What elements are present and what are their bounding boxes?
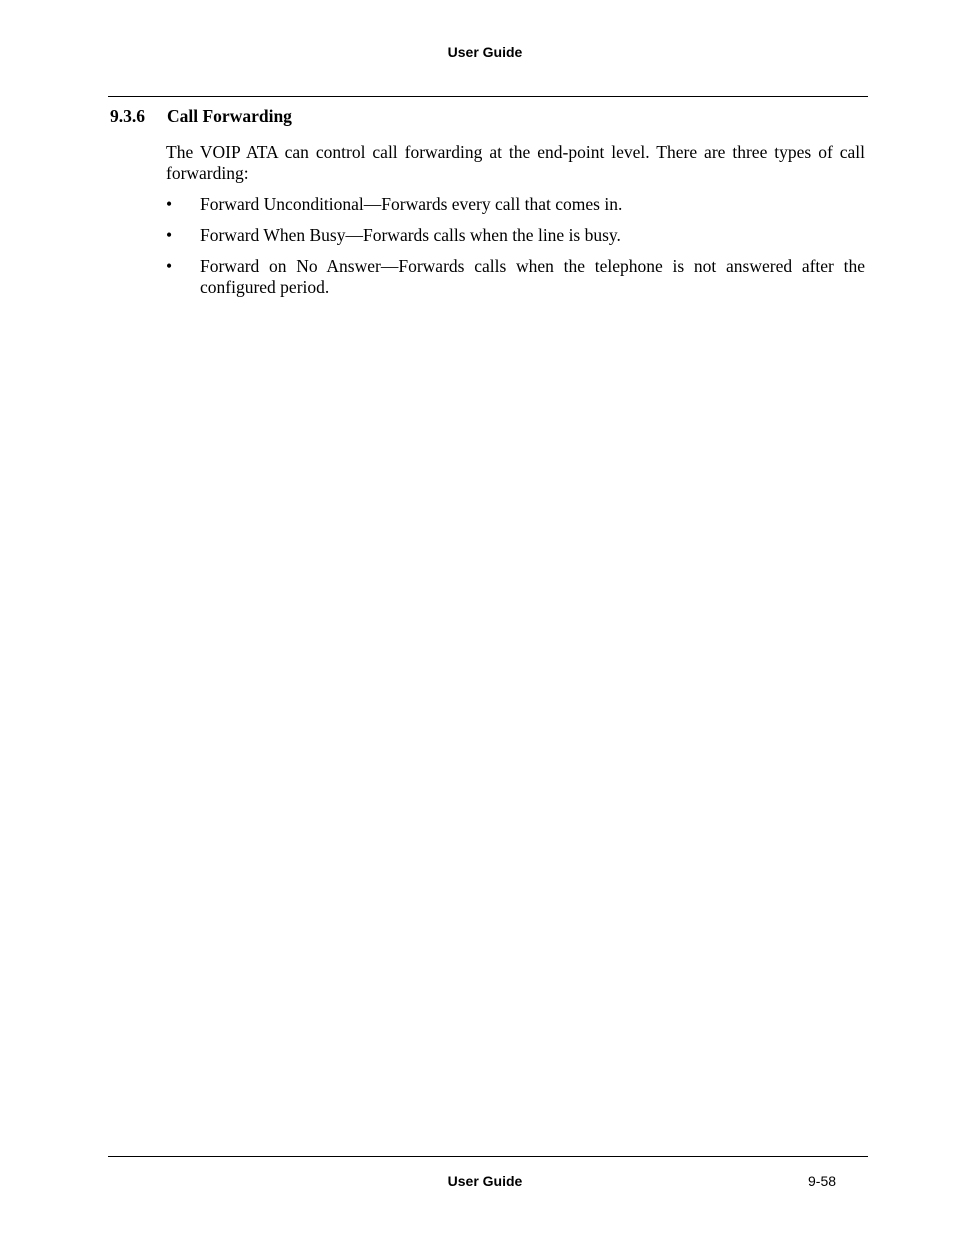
page-header-title: User Guide bbox=[447, 44, 523, 60]
footer-divider bbox=[108, 1156, 868, 1157]
page-number: 9-58 bbox=[808, 1173, 837, 1189]
list-item bbox=[166, 194, 865, 215]
bullet-icon: • bbox=[166, 194, 173, 214]
bullet-list bbox=[166, 194, 865, 308]
bullet-icon: • bbox=[166, 225, 173, 245]
section-title: Call Forwarding bbox=[167, 106, 292, 126]
page-footer-title: User Guide bbox=[447, 1173, 523, 1189]
header-divider bbox=[108, 96, 868, 97]
list-item bbox=[166, 256, 865, 298]
section-number: 9.3.6 bbox=[110, 106, 145, 126]
section-heading bbox=[110, 106, 292, 127]
list-item-text: Forward Unconditional—Forwards every call that comes in. bbox=[200, 194, 623, 214]
list-item bbox=[166, 225, 865, 246]
list-item-text: Forward on No Answer—Forwards calls when the telephone is not answered after the configured period. bbox=[200, 256, 865, 297]
list-item-text: Forward When Busy—Forwards calls when the line is busy. bbox=[200, 225, 621, 245]
intro-paragraph: The VOIP ATA can control call forwarding at the end-point level. There are three types of call forwarding: bbox=[166, 142, 865, 183]
bullet-icon: • bbox=[166, 256, 173, 276]
